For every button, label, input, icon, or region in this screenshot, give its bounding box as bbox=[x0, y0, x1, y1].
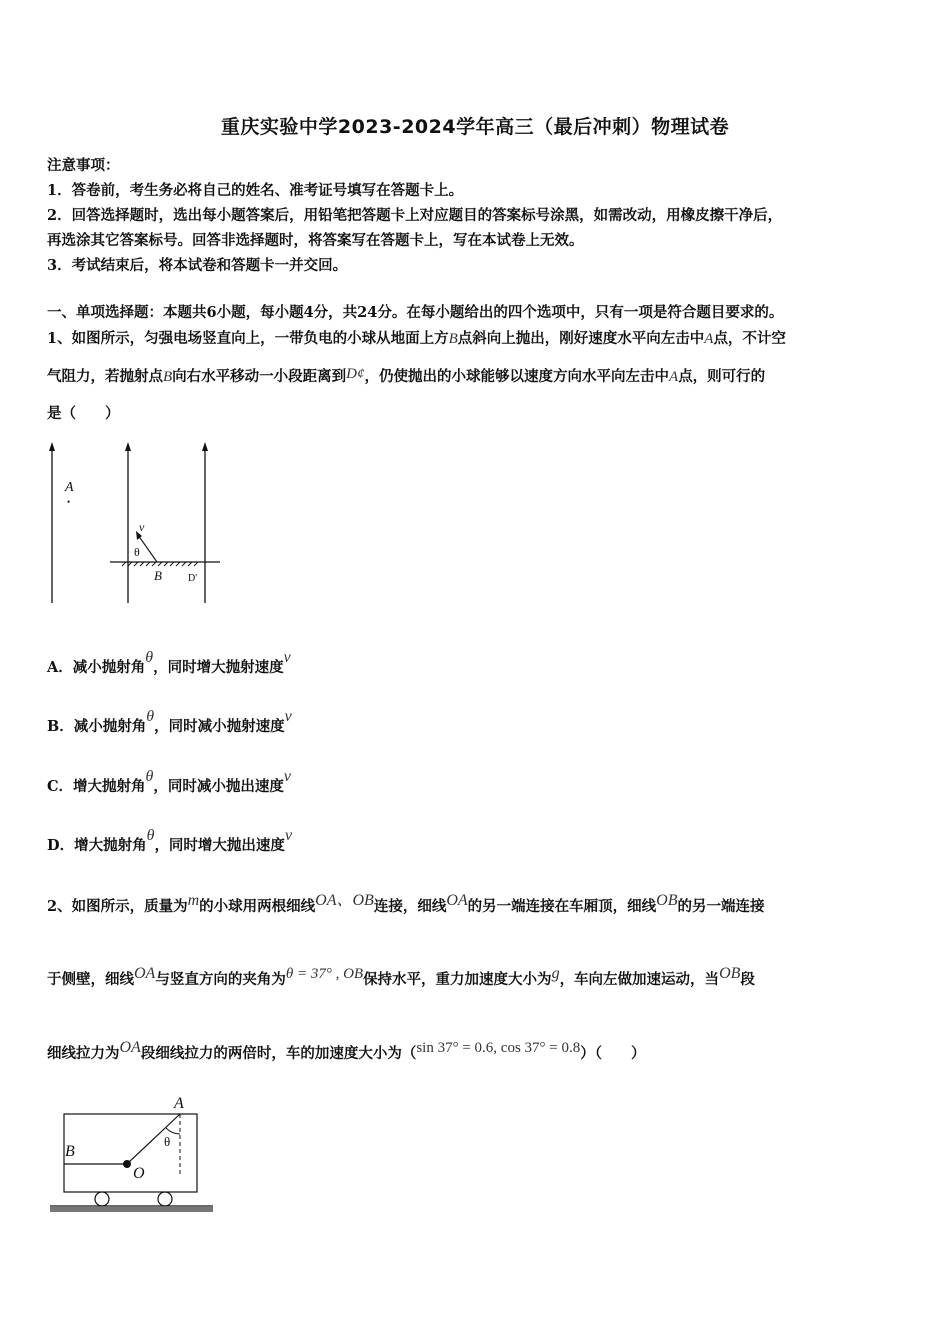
q1-option-a: A．减小抛射角θ，同时增大抛射速度v bbox=[47, 649, 291, 676]
section-heading: 一、单项选择题：本题共6小题，每小题4分，共24分。在每小题给出的四个选项中，只有一项是符合题目要求的。 bbox=[47, 304, 784, 321]
fig2-label-theta: θ bbox=[164, 1134, 171, 1149]
q1-line-2: 气阻力，若抛射点B向右水平移动一小段距离到D¢，仍使抛出的小球能够以速度方向水平向左击中A点，则可行的 bbox=[47, 366, 766, 385]
notice-item-1: 1．答卷前，考生务必将自己的姓名、准考证号填写在答题卡上。 bbox=[47, 182, 464, 199]
q1-line-1: 1、如图所示，匀强电场竖直向上，一带负电的小球从地面上方B点斜向上抛出，刚好速度水平向左击中A点，不计空 bbox=[47, 330, 786, 347]
notice-item-3: 3．考试结束后，将本试卷和答题卡一并交回。 bbox=[47, 257, 348, 274]
fig2-label-B: B bbox=[65, 1143, 75, 1160]
notice-item-2-line-1: 2．回答选择题时，选出每小题答案后，用铅笔把答题卡上对应题目的答案标号涂黑，如需改动，用橡皮擦干净后， bbox=[47, 207, 783, 224]
road-hatching bbox=[50, 1207, 213, 1212]
q2-line-1: 2、如图所示，质量为m的小球用两根细线OA、OB连接，细线OA的另一端连接在车厢顶，细线OB的另一端连接 bbox=[47, 892, 765, 915]
ball bbox=[123, 1160, 131, 1168]
q1-figure bbox=[40, 438, 240, 613]
q1-option-b: B．减小抛射角θ，同时减小抛射速度v bbox=[47, 708, 292, 735]
wheel-left bbox=[95, 1192, 109, 1206]
field-arrow-left-icon bbox=[49, 442, 55, 451]
fig2-label-A: A bbox=[174, 1095, 184, 1112]
field-arrow-right-icon bbox=[202, 442, 208, 451]
notice-item-2-line-2: 再选涂其它答案标号。回答非选择题时，将答案写在答题卡上，写在本试卷上无效。 bbox=[47, 232, 584, 249]
q1-line-3: 是（ ） bbox=[47, 405, 120, 422]
notice-heading: 注意事项： bbox=[47, 157, 120, 174]
fig1-label-A: A bbox=[65, 480, 74, 495]
field-arrow-middle-icon bbox=[125, 442, 131, 451]
fig1-label-B: B bbox=[154, 568, 162, 583]
q1-option-c: C．增大抛射角θ，同时减小抛出速度v bbox=[47, 768, 292, 795]
q2-line-3: 细线拉力为OA段细线拉力的两倍时，车的加速度大小为（sin 37° = 0.6, cos 37° = 0.8）（ ） bbox=[47, 1039, 646, 1062]
q2-figure bbox=[45, 1088, 225, 1223]
velocity-vector bbox=[138, 535, 157, 562]
q2-line-2: 于侧壁，细线OA与竖直方向的夹角为θ = 37° , OB保持水平，重力加速度大小为g，车向左做加速运动，当OB段 bbox=[47, 965, 755, 988]
fig1-point-A: • bbox=[67, 497, 71, 507]
page-title: 重庆实验中学2023-2024学年高三（最后冲刺）物理试卷 bbox=[220, 116, 730, 138]
wheel-right bbox=[158, 1192, 172, 1206]
fig2-label-O: O bbox=[133, 1165, 145, 1182]
string-OA bbox=[127, 1114, 180, 1164]
car-body bbox=[64, 1114, 197, 1192]
fig1-label-v: v bbox=[139, 520, 145, 534]
q1-option-d: D．增大抛射角θ，同时增大抛出速度v bbox=[47, 827, 293, 854]
fig1-label-theta: θ bbox=[134, 545, 140, 559]
fig1-label-D: D' bbox=[188, 573, 198, 584]
